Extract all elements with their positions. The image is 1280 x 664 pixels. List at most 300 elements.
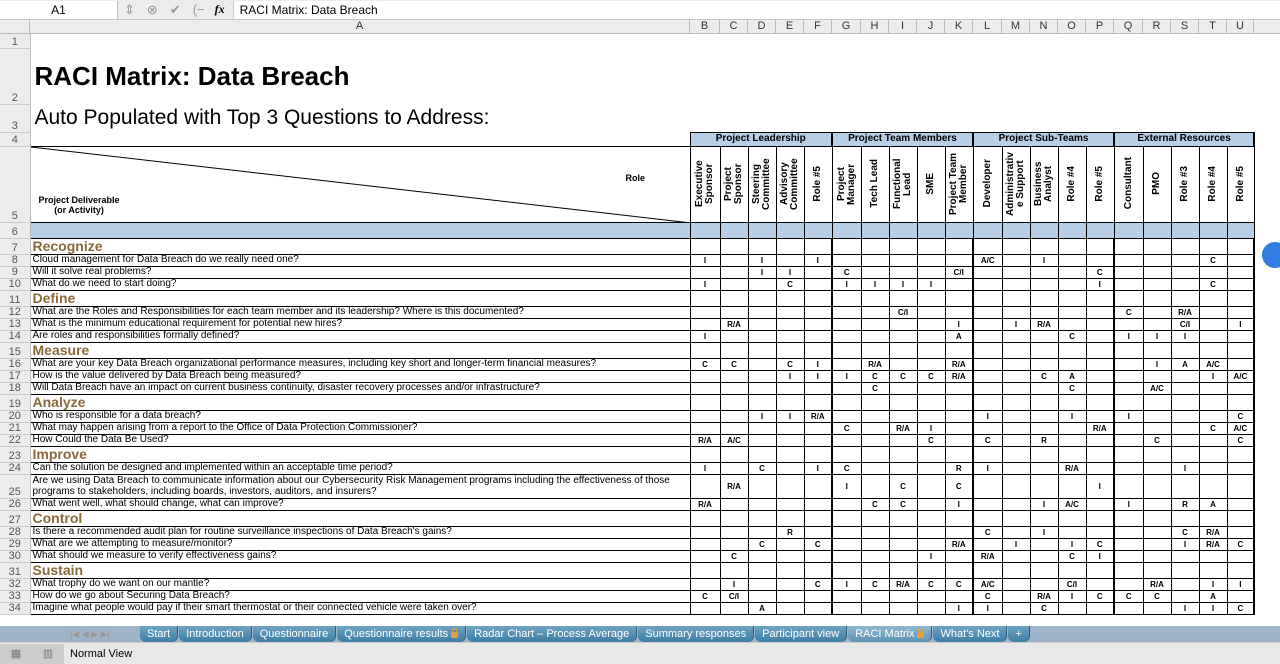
- column-header-A[interactable]: A: [30, 20, 690, 33]
- raci-cell-N[interactable]: [1030, 394, 1058, 410]
- raci-cell-L[interactable]: A/C: [973, 254, 1002, 266]
- raci-cell-I[interactable]: C: [889, 370, 917, 382]
- raci-cell-I[interactable]: [889, 342, 917, 358]
- raci-cell-J[interactable]: [917, 382, 945, 394]
- raci-cell-O[interactable]: C: [1058, 330, 1086, 342]
- raci-cell-O[interactable]: [1058, 446, 1086, 462]
- raci-cell-R[interactable]: [1143, 462, 1171, 474]
- raci-cell-H[interactable]: [861, 590, 889, 602]
- raci-cell-B[interactable]: [690, 238, 720, 254]
- raci-cell-M[interactable]: [1002, 602, 1030, 614]
- raci-cell-T[interactable]: [1199, 342, 1227, 358]
- raci-cell-O[interactable]: [1058, 394, 1086, 410]
- raci-cell-O[interactable]: [1058, 318, 1086, 330]
- raci-cell-N[interactable]: R/A: [1030, 318, 1058, 330]
- raci-cell-N[interactable]: [1030, 330, 1058, 342]
- raci-cell-P[interactable]: [1086, 602, 1114, 614]
- raci-cell-H[interactable]: [861, 266, 889, 278]
- raci-cell-F[interactable]: I: [804, 462, 832, 474]
- raci-cell-N[interactable]: [1030, 462, 1058, 474]
- name-box[interactable]: A1: [0, 1, 118, 19]
- raci-cell-U[interactable]: [1227, 306, 1254, 318]
- column-header-U[interactable]: U: [1227, 20, 1254, 33]
- raci-cell-O[interactable]: [1058, 290, 1086, 306]
- raci-cell-I[interactable]: [889, 446, 917, 462]
- raci-cell-L[interactable]: [973, 306, 1002, 318]
- row-header[interactable]: 5: [0, 146, 30, 222]
- raci-cell-O[interactable]: A/C: [1058, 498, 1086, 510]
- raci-cell-N[interactable]: [1030, 538, 1058, 550]
- raci-cell-G[interactable]: [832, 306, 861, 318]
- raci-cell-B[interactable]: [690, 602, 720, 614]
- raci-cell-Q[interactable]: [1114, 342, 1143, 358]
- raci-cell-O[interactable]: A: [1058, 370, 1086, 382]
- raci-cell-B[interactable]: R/A: [690, 498, 720, 510]
- raci-cell-P[interactable]: I: [1086, 278, 1114, 290]
- raci-cell-L[interactable]: R/A: [973, 550, 1002, 562]
- raci-cell-C[interactable]: [720, 526, 748, 538]
- raci-cell-L[interactable]: [973, 498, 1002, 510]
- deliverable-text[interactable]: What should we measure to verify effectiveness gains?: [30, 550, 690, 562]
- raci-cell-S[interactable]: [1171, 290, 1199, 306]
- raci-cell-N[interactable]: C: [1030, 370, 1058, 382]
- raci-cell-I[interactable]: R/A: [889, 578, 917, 590]
- normal-view-icon[interactable]: ▦: [10, 648, 22, 660]
- raci-cell-I[interactable]: [889, 434, 917, 446]
- raci-cell-O[interactable]: R/A: [1058, 462, 1086, 474]
- raci-cell-J[interactable]: [917, 238, 945, 254]
- row-header[interactable]: 4: [0, 132, 30, 146]
- raci-cell-R[interactable]: [1143, 370, 1171, 382]
- raci-cell-J[interactable]: [917, 538, 945, 550]
- fx-icon[interactable]: fx: [214, 2, 225, 16]
- raci-cell-P[interactable]: [1086, 394, 1114, 410]
- raci-cell-C[interactable]: C/I: [720, 590, 748, 602]
- raci-cell-K[interactable]: [945, 590, 973, 602]
- raci-cell-H[interactable]: [861, 510, 889, 526]
- deliverable-text[interactable]: How is the value delivered by Data Breach being measured?: [30, 370, 690, 382]
- raci-cell-G[interactable]: C: [832, 462, 861, 474]
- raci-cell-U[interactable]: [1227, 278, 1254, 290]
- row-header[interactable]: 20: [0, 410, 30, 422]
- raci-cell-C[interactable]: [720, 330, 748, 342]
- raci-cell-M[interactable]: [1002, 278, 1030, 290]
- raci-cell-B[interactable]: I: [690, 330, 720, 342]
- raci-cell-D[interactable]: [748, 498, 776, 510]
- raci-cell-D[interactable]: [748, 358, 776, 370]
- raci-cell-E[interactable]: [776, 498, 804, 510]
- raci-cell-U[interactable]: [1227, 474, 1254, 498]
- raci-cell-T[interactable]: [1199, 462, 1227, 474]
- raci-cell-C[interactable]: [720, 290, 748, 306]
- raci-cell-P[interactable]: [1086, 342, 1114, 358]
- row-header[interactable]: 11: [0, 290, 30, 306]
- raci-cell-L[interactable]: C: [973, 434, 1002, 446]
- deliverable-text[interactable]: How Could the Data Be Used?: [30, 434, 690, 446]
- column-header-S[interactable]: S: [1171, 20, 1199, 33]
- raci-cell-O[interactable]: [1058, 434, 1086, 446]
- raci-cell-D[interactable]: [748, 562, 776, 578]
- raci-cell-H[interactable]: [861, 410, 889, 422]
- raci-cell-O[interactable]: [1058, 602, 1086, 614]
- select-all[interactable]: [0, 20, 30, 33]
- confirm-icon[interactable]: ✔: [169, 1, 181, 17]
- raci-cell-I[interactable]: [889, 538, 917, 550]
- raci-cell-L[interactable]: [973, 422, 1002, 434]
- raci-cell-S[interactable]: [1171, 434, 1199, 446]
- raci-cell-Q[interactable]: [1114, 578, 1143, 590]
- raci-cell-S[interactable]: [1171, 474, 1199, 498]
- raci-cell-O[interactable]: I: [1058, 590, 1086, 602]
- row-header[interactable]: 30: [0, 550, 30, 562]
- raci-cell-G[interactable]: [832, 382, 861, 394]
- raci-cell-L[interactable]: A/C: [973, 578, 1002, 590]
- raci-cell-D[interactable]: [748, 434, 776, 446]
- raci-cell-B[interactable]: C: [690, 590, 720, 602]
- raci-cell-T[interactable]: [1199, 318, 1227, 330]
- row-header[interactable]: 9: [0, 266, 30, 278]
- raci-cell-G[interactable]: C: [832, 422, 861, 434]
- raci-cell-U[interactable]: C: [1227, 434, 1254, 446]
- column-header-I[interactable]: I: [889, 20, 917, 33]
- raci-cell-U[interactable]: [1227, 462, 1254, 474]
- raci-cell-B[interactable]: [690, 562, 720, 578]
- raci-cell-B[interactable]: [690, 422, 720, 434]
- deliverable-text[interactable]: Imagine what people would pay if their smart thermostat or their connected vehicle were taken over?: [30, 602, 690, 614]
- raci-cell-E[interactable]: [776, 562, 804, 578]
- raci-cell-B[interactable]: I: [690, 278, 720, 290]
- row-header[interactable]: 7: [0, 238, 30, 254]
- raci-cell-J[interactable]: C: [917, 434, 945, 446]
- raci-cell-G[interactable]: [832, 562, 861, 578]
- raci-cell-F[interactable]: [804, 446, 832, 462]
- row-header[interactable]: 23: [0, 446, 30, 462]
- raci-cell-S[interactable]: [1171, 370, 1199, 382]
- raci-cell-M[interactable]: [1002, 526, 1030, 538]
- raci-cell-J[interactable]: I: [917, 550, 945, 562]
- raci-cell-H[interactable]: [861, 602, 889, 614]
- raci-cell-M[interactable]: [1002, 254, 1030, 266]
- row-header[interactable]: 2: [0, 48, 30, 104]
- raci-cell-J[interactable]: C: [917, 578, 945, 590]
- raci-cell-Q[interactable]: [1114, 358, 1143, 370]
- raci-cell-T[interactable]: A/C: [1199, 358, 1227, 370]
- raci-cell-M[interactable]: [1002, 306, 1030, 318]
- raci-cell-S[interactable]: [1171, 278, 1199, 290]
- raci-cell-M[interactable]: [1002, 410, 1030, 422]
- raci-cell-K[interactable]: C: [945, 474, 973, 498]
- raci-cell-E[interactable]: [776, 446, 804, 462]
- raci-cell-R[interactable]: [1143, 538, 1171, 550]
- column-header-M[interactable]: M: [1002, 20, 1030, 33]
- raci-cell-U[interactable]: [1227, 510, 1254, 526]
- row-header[interactable]: 29: [0, 538, 30, 550]
- raci-cell-F[interactable]: [804, 602, 832, 614]
- raci-cell-L[interactable]: [973, 382, 1002, 394]
- raci-cell-U[interactable]: [1227, 290, 1254, 306]
- column-header-L[interactable]: L: [973, 20, 1002, 33]
- raci-cell-C[interactable]: [720, 562, 748, 578]
- raci-cell-G[interactable]: [832, 526, 861, 538]
- raci-cell-N[interactable]: I: [1030, 526, 1058, 538]
- raci-cell-G[interactable]: I: [832, 278, 861, 290]
- raci-cell-C[interactable]: [720, 498, 748, 510]
- raci-cell-P[interactable]: C: [1086, 266, 1114, 278]
- raci-cell-H[interactable]: I: [861, 278, 889, 290]
- tab-nav-arrows[interactable]: |◀ ◀ ▶ ▶|: [70, 628, 110, 639]
- raci-cell-Q[interactable]: [1114, 254, 1143, 266]
- column-header-G[interactable]: G: [832, 20, 861, 33]
- raci-cell-Q[interactable]: [1114, 434, 1143, 446]
- raci-cell-N[interactable]: [1030, 510, 1058, 526]
- deliverable-text[interactable]: How do we go about Securing Data Breach?: [30, 590, 690, 602]
- raci-cell-B[interactable]: [690, 306, 720, 318]
- raci-cell-C[interactable]: [720, 446, 748, 462]
- raci-cell-R[interactable]: [1143, 410, 1171, 422]
- raci-cell-M[interactable]: [1002, 434, 1030, 446]
- raci-cell-Q[interactable]: C: [1114, 590, 1143, 602]
- raci-cell-N[interactable]: [1030, 238, 1058, 254]
- raci-cell-T[interactable]: [1199, 290, 1227, 306]
- raci-cell-K[interactable]: [945, 526, 973, 538]
- raci-cell-T[interactable]: [1199, 562, 1227, 578]
- raci-cell-Q[interactable]: [1114, 238, 1143, 254]
- raci-cell-P[interactable]: [1086, 238, 1114, 254]
- section-heading[interactable]: Measure: [30, 342, 690, 358]
- raci-cell-O[interactable]: [1058, 306, 1086, 318]
- raci-cell-M[interactable]: [1002, 510, 1030, 526]
- raci-cell-O[interactable]: I: [1058, 410, 1086, 422]
- raci-cell-C[interactable]: C: [720, 358, 748, 370]
- raci-cell-M[interactable]: [1002, 462, 1030, 474]
- raci-cell-R[interactable]: C: [1143, 434, 1171, 446]
- raci-cell-E[interactable]: I: [776, 410, 804, 422]
- raci-cell-C[interactable]: I: [720, 578, 748, 590]
- raci-cell-O[interactable]: [1058, 238, 1086, 254]
- raci-cell-K[interactable]: I: [945, 498, 973, 510]
- raci-cell-Q[interactable]: C: [1114, 306, 1143, 318]
- raci-cell-I[interactable]: [889, 238, 917, 254]
- row-header[interactable]: 25: [0, 474, 30, 498]
- raci-cell-S[interactable]: R/A: [1171, 306, 1199, 318]
- raci-cell-R[interactable]: [1143, 498, 1171, 510]
- raci-cell-U[interactable]: [1227, 590, 1254, 602]
- raci-cell-O[interactable]: [1058, 358, 1086, 370]
- row-header[interactable]: 15: [0, 342, 30, 358]
- raci-cell-F[interactable]: [804, 526, 832, 538]
- raci-cell-L[interactable]: I: [973, 462, 1002, 474]
- section-heading[interactable]: Improve: [30, 446, 690, 462]
- column-header-F[interactable]: F: [804, 20, 832, 33]
- raci-cell-S[interactable]: I: [1171, 462, 1199, 474]
- raci-cell-B[interactable]: [690, 578, 720, 590]
- raci-cell-K[interactable]: R/A: [945, 358, 973, 370]
- raci-cell-O[interactable]: [1058, 278, 1086, 290]
- raci-cell-J[interactable]: [917, 394, 945, 410]
- raci-cell-T[interactable]: I: [1199, 578, 1227, 590]
- raci-cell-G[interactable]: [832, 238, 861, 254]
- raci-cell-F[interactable]: I: [804, 254, 832, 266]
- raci-cell-O[interactable]: I: [1058, 538, 1086, 550]
- raci-cell-H[interactable]: C: [861, 498, 889, 510]
- raci-cell-D[interactable]: [748, 474, 776, 498]
- raci-cell-Q[interactable]: [1114, 462, 1143, 474]
- raci-cell-J[interactable]: [917, 526, 945, 538]
- raci-cell-T[interactable]: [1199, 238, 1227, 254]
- raci-cell-S[interactable]: [1171, 578, 1199, 590]
- row-header[interactable]: 14: [0, 330, 30, 342]
- raci-cell-T[interactable]: C: [1199, 278, 1227, 290]
- raci-cell-J[interactable]: C: [917, 370, 945, 382]
- raci-cell-E[interactable]: C: [776, 358, 804, 370]
- raci-cell-G[interactable]: [832, 410, 861, 422]
- raci-cell-U[interactable]: [1227, 254, 1254, 266]
- raci-cell-S[interactable]: [1171, 550, 1199, 562]
- raci-cell-J[interactable]: [917, 266, 945, 278]
- raci-cell-S[interactable]: I: [1171, 538, 1199, 550]
- raci-cell-S[interactable]: R: [1171, 498, 1199, 510]
- raci-cell-R[interactable]: [1143, 510, 1171, 526]
- raci-cell-M[interactable]: [1002, 498, 1030, 510]
- raci-cell-E[interactable]: I: [776, 370, 804, 382]
- raci-cell-L[interactable]: C: [973, 590, 1002, 602]
- raci-cell-C[interactable]: [720, 410, 748, 422]
- raci-cell-P[interactable]: [1086, 330, 1114, 342]
- raci-cell-F[interactable]: [804, 394, 832, 410]
- raci-cell-S[interactable]: [1171, 382, 1199, 394]
- raci-cell-G[interactable]: I: [832, 474, 861, 498]
- raci-cell-P[interactable]: C: [1086, 538, 1114, 550]
- raci-cell-K[interactable]: [945, 238, 973, 254]
- raci-cell-F[interactable]: [804, 382, 832, 394]
- raci-cell-C[interactable]: [720, 510, 748, 526]
- raci-cell-T[interactable]: R/A: [1199, 526, 1227, 538]
- raci-cell-J[interactable]: [917, 306, 945, 318]
- raci-cell-R[interactable]: [1143, 394, 1171, 410]
- raci-cell-N[interactable]: [1030, 474, 1058, 498]
- raci-cell-O[interactable]: [1058, 562, 1086, 578]
- raci-cell-R[interactable]: [1143, 342, 1171, 358]
- raci-cell-N[interactable]: I: [1030, 254, 1058, 266]
- raci-cell-L[interactable]: I: [973, 410, 1002, 422]
- raci-cell-U[interactable]: [1227, 330, 1254, 342]
- raci-cell-B[interactable]: I: [690, 254, 720, 266]
- raci-cell-I[interactable]: [889, 410, 917, 422]
- raci-cell-I[interactable]: [889, 462, 917, 474]
- raci-cell-H[interactable]: [861, 342, 889, 358]
- raci-cell-I[interactable]: [889, 254, 917, 266]
- raci-cell-P[interactable]: [1086, 410, 1114, 422]
- raci-cell-L[interactable]: [973, 358, 1002, 370]
- raci-cell-F[interactable]: [804, 306, 832, 318]
- raci-cell-K[interactable]: [945, 254, 973, 266]
- raci-cell-H[interactable]: [861, 394, 889, 410]
- raci-cell-D[interactable]: [748, 238, 776, 254]
- raci-cell-Q[interactable]: I: [1114, 410, 1143, 422]
- raci-cell-U[interactable]: A/C: [1227, 370, 1254, 382]
- deliverable-text[interactable]: What trophy do we want on our mantle?: [30, 578, 690, 590]
- raci-cell-B[interactable]: [690, 290, 720, 306]
- row-header[interactable]: 8: [0, 254, 30, 266]
- column-header-B[interactable]: B: [690, 20, 720, 33]
- raci-cell-H[interactable]: [861, 330, 889, 342]
- row-header[interactable]: 19: [0, 394, 30, 410]
- sheet-tab[interactable]: [848, 626, 932, 642]
- raci-cell-K[interactable]: A: [945, 330, 973, 342]
- deliverable-text[interactable]: Will it solve real problems?: [30, 266, 690, 278]
- raci-cell-N[interactable]: I: [1030, 498, 1058, 510]
- raci-cell-K[interactable]: [945, 394, 973, 410]
- raci-cell-P[interactable]: [1086, 318, 1114, 330]
- column-header-D[interactable]: D: [748, 20, 776, 33]
- raci-cell-E[interactable]: [776, 330, 804, 342]
- raci-cell-G[interactable]: I: [832, 370, 861, 382]
- raci-cell-J[interactable]: [917, 330, 945, 342]
- deliverable-text[interactable]: Cloud management for Data Breach do we really need one?: [30, 254, 690, 266]
- column-header-K[interactable]: K: [945, 20, 973, 33]
- raci-cell-T[interactable]: [1199, 474, 1227, 498]
- raci-cell-B[interactable]: [690, 318, 720, 330]
- raci-cell-D[interactable]: [748, 306, 776, 318]
- raci-cell-G[interactable]: [832, 434, 861, 446]
- deliverable-text[interactable]: Who is responsible for a data breach?: [30, 410, 690, 422]
- raci-cell-B[interactable]: [690, 550, 720, 562]
- raci-cell-C[interactable]: [720, 266, 748, 278]
- raci-cell-E[interactable]: I: [776, 266, 804, 278]
- raci-cell-C[interactable]: [720, 462, 748, 474]
- row-header[interactable]: 18: [0, 382, 30, 394]
- deliverable-text[interactable]: Can the solution be designed and implemented within an acceptable time period?: [30, 462, 690, 474]
- raci-cell-J[interactable]: [917, 410, 945, 422]
- raci-cell-C[interactable]: [720, 306, 748, 318]
- raci-cell-J[interactable]: [917, 254, 945, 266]
- raci-cell-B[interactable]: [690, 510, 720, 526]
- stepper-icon[interactable]: ⇕: [124, 1, 135, 17]
- row-header[interactable]: 12: [0, 306, 30, 318]
- raci-cell-E[interactable]: [776, 290, 804, 306]
- raci-cell-T[interactable]: I: [1199, 602, 1227, 614]
- raci-cell-H[interactable]: [861, 538, 889, 550]
- raci-cell-K[interactable]: [945, 422, 973, 434]
- raci-cell-Q[interactable]: [1114, 422, 1143, 434]
- deliverable-text[interactable]: What went well, what should change, what can improve?: [30, 498, 690, 510]
- row-header[interactable]: 22: [0, 434, 30, 446]
- raci-cell-I[interactable]: [889, 358, 917, 370]
- raci-cell-Q[interactable]: I: [1114, 498, 1143, 510]
- raci-cell-F[interactable]: [804, 238, 832, 254]
- raci-cell-Q[interactable]: [1114, 318, 1143, 330]
- raci-cell-D[interactable]: [748, 590, 776, 602]
- raci-cell-T[interactable]: [1199, 510, 1227, 526]
- raci-cell-G[interactable]: [832, 254, 861, 266]
- raci-cell-M[interactable]: [1002, 550, 1030, 562]
- raci-cell-B[interactable]: [690, 538, 720, 550]
- raci-cell-O[interactable]: [1058, 266, 1086, 278]
- raci-cell-E[interactable]: [776, 510, 804, 526]
- raci-cell-U[interactable]: C: [1227, 410, 1254, 422]
- raci-cell-F[interactable]: C: [804, 538, 832, 550]
- raci-cell-I[interactable]: [889, 550, 917, 562]
- raci-cell-F[interactable]: [804, 474, 832, 498]
- raci-cell-E[interactable]: [776, 538, 804, 550]
- column-header-P[interactable]: P: [1086, 20, 1114, 33]
- raci-cell-H[interactable]: [861, 238, 889, 254]
- raci-cell-P[interactable]: [1086, 498, 1114, 510]
- row-header[interactable]: 16: [0, 358, 30, 370]
- column-header-E[interactable]: E: [776, 20, 804, 33]
- raci-cell-S[interactable]: [1171, 254, 1199, 266]
- raci-cell-B[interactable]: C: [690, 358, 720, 370]
